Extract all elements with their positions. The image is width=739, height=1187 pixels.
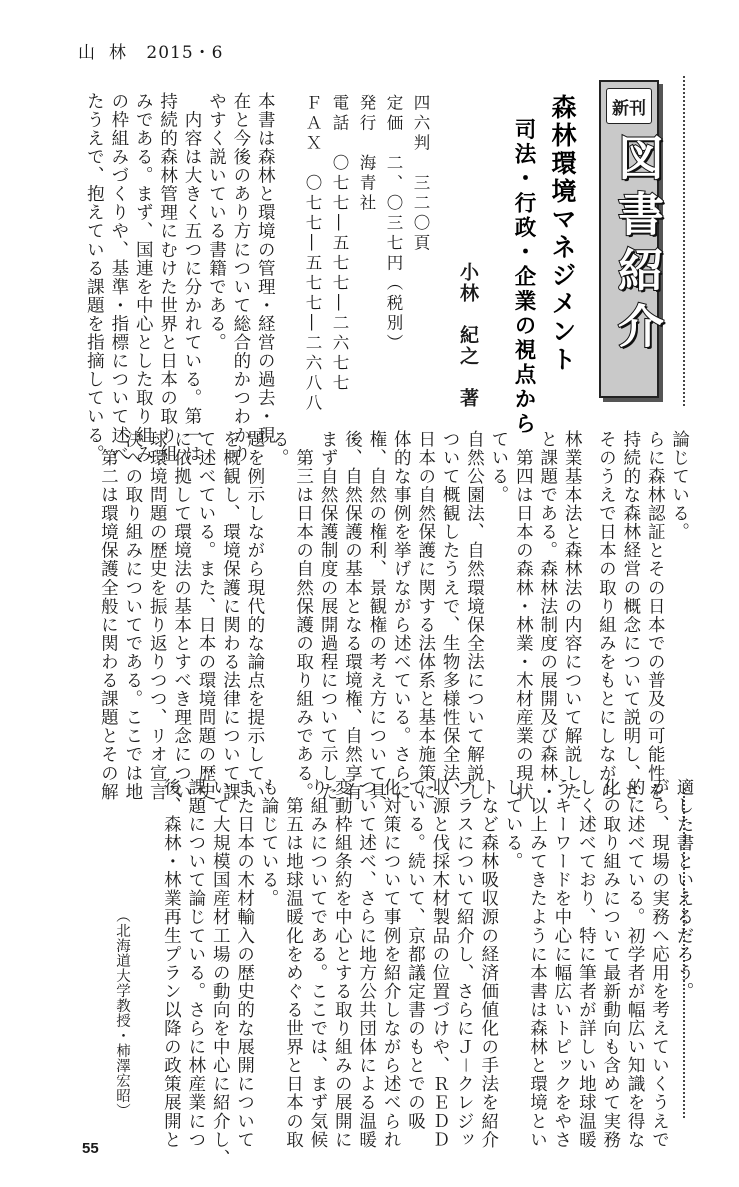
reviewer-affiliation: （北海道大学教授・柿澤宏昭）: [114, 908, 130, 1118]
upper-body-text: [82, 92, 277, 463]
paragraph-line: ついて述べ、さらに地方公共団体による温暖: [356, 778, 377, 1149]
paragraph-line: 権、自然の権利、景観権の考え方について具: [366, 430, 387, 801]
paragraph-line: たうえで、抱えている課題を指摘している。: [84, 92, 105, 463]
paragraph-line: 本書は森林と環境の管理・経営の過去・現: [255, 92, 276, 445]
paragraph-line: と課題である。森林法制度の展開及び森林・: [537, 430, 558, 801]
paragraph-line: 第五は地球温暖化をめぐる世界と日本の取: [283, 778, 304, 1149]
book-fax: ＦＡＸ 〇七七―五七七―二六八八: [303, 94, 322, 414]
paragraph-line: ている。: [488, 430, 509, 505]
paragraph-line: 的に述べている。初学者が幅広い知識を得な: [625, 778, 646, 1149]
paragraph-line: している。: [503, 778, 524, 871]
paragraph-line: の枠組みづくりや、基準・指標について述べ: [108, 92, 129, 463]
paragraph-line: 持続的な森林経営の概念について説明し、さ: [620, 430, 641, 801]
paragraph-line: ついて概観したうえで、生物多様性保全法、: [440, 430, 461, 801]
paragraph-line: まず自然保護制度の展開過程について示した: [318, 430, 339, 801]
paragraph-line: 後、森林・林業再生プラン以降の政策展開と: [161, 778, 182, 1149]
paragraph-line: 決への取り組みについてである。ここでは地: [122, 430, 143, 801]
paragraph-line: 自然公園法、自然環境保全法について解説し: [464, 430, 485, 801]
new-release-label: 新刊: [606, 88, 652, 124]
paragraph-line: 課題について論じている。さらに林産業につ: [185, 778, 206, 1149]
book-review-badge: [599, 80, 665, 398]
paragraph-line: 題を例示しながら現代的な論点を提示してい: [244, 430, 265, 801]
paragraph-line: り組みについてである。ここでは、まず気候: [307, 778, 328, 1149]
running-header: [78, 38, 224, 63]
book-phone: 電話 〇七七―五七七―二六七七: [330, 94, 349, 394]
paragraph-line: らに森林認証とその日本での普及の可能性を: [645, 430, 666, 801]
paragraph-line: 第三は日本の自然保護の取り組みである。: [293, 430, 314, 801]
paragraph-line: 第二は環境保護全般に関わる課題とその解: [98, 430, 119, 801]
middle-body-text: [96, 430, 584, 801]
paragraph-line: 後、自然保護の基本となる環境権、自然享有: [342, 430, 363, 801]
upper-body-text-continued: [594, 430, 692, 801]
paragraph-line: がら、現場の実務へ応用を考えていくうえで: [649, 778, 670, 1149]
magazine-name: 山林: [78, 43, 140, 63]
paragraph-line: 収源と伐採木材製品の位置づけや、ＲＥＤＤ: [429, 778, 450, 1149]
paragraph-line: うキーワードを中心に幅広いトピックをやさ: [551, 778, 572, 1149]
paragraph-line: 適した書といえるだろう。: [673, 778, 694, 1001]
paragraph-line: そのうえで日本の取り組みをもとにしながら: [596, 430, 617, 801]
paragraph-line: 以上みてきたように本書は森林と環境とい: [527, 778, 548, 1149]
book-subtitle: 司法・行政・企業の視点から: [511, 118, 536, 437]
paragraph-line: みである。まず、国連を中心とした取り組み: [133, 92, 154, 463]
paragraph-line: 化の取り組みについて最新動向も含めて実務: [600, 778, 621, 1149]
paragraph-line: 変動枠組条約を中心とする取り組みの展開に: [332, 778, 353, 1149]
paragraph-line: 日本の自然保護に関する法体系と基本施策に: [415, 430, 436, 801]
book-price: 定価 二、〇三七円（税別）: [384, 94, 403, 354]
paragraph-line: いて大規模国産材工場の動向を中心に紹介し、: [210, 778, 231, 1168]
paragraph-line: しく述べており、特に筆者が詳しい地球温暖: [576, 778, 597, 1149]
separator-upper: [683, 76, 685, 406]
paragraph-line: て述べている。また、日本の環境問題の歴史: [196, 430, 217, 801]
paragraph-line: 在と今後のあり方について総合的かつわかり: [230, 92, 251, 463]
lower-body-text: [159, 778, 696, 1168]
paragraph-line: プラスについて紹介し、さらにＪ－クレジッ: [454, 778, 475, 1149]
paragraph-line: 内容は大きく五つに分かれている。第一は: [182, 92, 203, 463]
paragraph-line: やすく説いている書籍である。: [206, 92, 227, 352]
paragraph-line: も論じている。: [259, 778, 280, 908]
paragraph-line: 球環境問題の歴史を振り返りつつ、リオ宣言: [147, 430, 168, 801]
issue-date: 2015・6: [146, 43, 224, 63]
paragraph-line: ている。続いて、京都議定書のもとでの吸: [405, 778, 426, 1131]
paragraph-line: を概観し、環境保護に関わる法律について課: [220, 430, 241, 801]
paragraph-line: に依拠して環境法の基本とすべき理念につい: [171, 430, 192, 801]
page-number: 55: [82, 1140, 99, 1157]
paragraph-line: 論じている。: [669, 430, 690, 542]
book-review-label: 図書紹介: [611, 134, 665, 358]
paragraph-line: る。: [269, 430, 290, 468]
book-format: 四六判 三二〇頁: [411, 94, 430, 254]
paragraph-line: 林業基本法と森林法の内容について解説した: [562, 430, 583, 801]
paragraph-line: トなど森林吸収源の経済価値化の手法を紹介: [478, 778, 499, 1149]
book-publisher: 発行 海青社: [357, 94, 376, 214]
book-author: 小林 紀之 著: [457, 262, 479, 409]
paragraph-line: 体的な事例を挙げながら述べている。さらに: [391, 430, 412, 801]
paragraph-line: また日本の木材輸入の歴史的な展開について: [234, 778, 255, 1149]
paragraph-line: 化対策について事例を紹介しながら述べられ: [381, 778, 402, 1149]
book-title: 森林環境マネジメント: [548, 94, 577, 374]
paragraph-line: 持続的森林管理にむけた世界と日本の取り組: [157, 92, 178, 463]
paragraph-line: 第四は日本の森林・林業・木材産業の現状: [513, 430, 534, 801]
